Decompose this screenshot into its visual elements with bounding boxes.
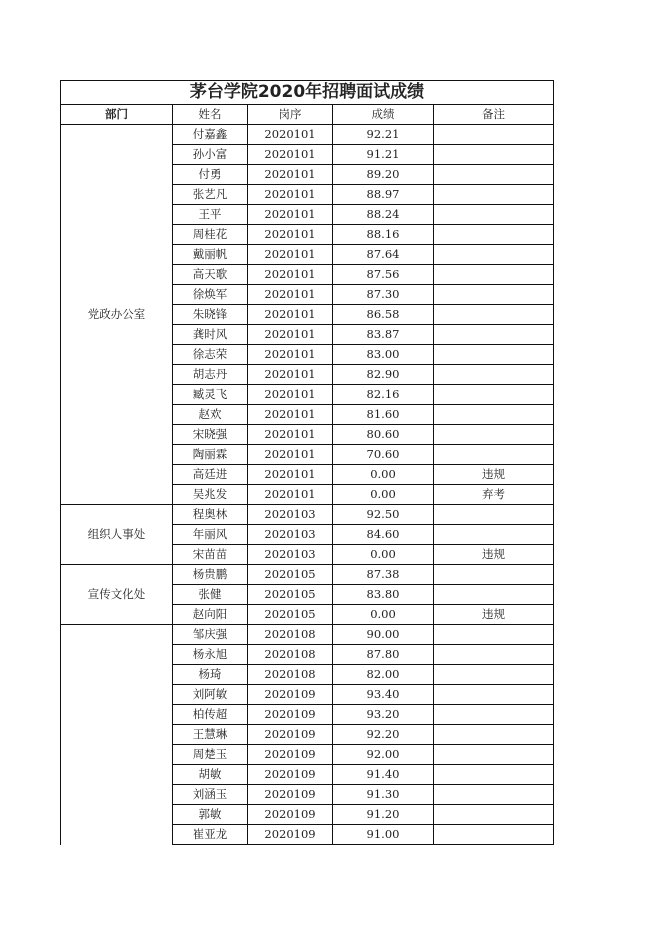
- dept-cell: 组织人事处: [61, 505, 173, 565]
- post-cell: 2020109: [248, 705, 333, 725]
- score-cell: 90.00: [333, 625, 434, 645]
- remark-cell: [434, 565, 554, 585]
- name-cell: 臧灵飞: [173, 385, 248, 405]
- post-cell: 2020103: [248, 505, 333, 525]
- post-cell: 2020101: [248, 305, 333, 325]
- name-cell: 付嘉鑫: [173, 125, 248, 145]
- name-cell: 胡敏: [173, 765, 248, 785]
- name-cell: 宋晓强: [173, 425, 248, 445]
- score-cell: 84.60: [333, 525, 434, 545]
- interview-score-table: [60, 80, 554, 845]
- name-cell: 刘阿敏: [173, 685, 248, 705]
- score-cell: 89.20: [333, 165, 434, 185]
- name-cell: 孙小富: [173, 145, 248, 165]
- score-cell: 0.00: [333, 465, 434, 485]
- score-cell: 82.16: [333, 385, 434, 405]
- post-cell: 2020108: [248, 665, 333, 685]
- remark-cell: [434, 305, 554, 325]
- name-cell: 刘涵玉: [173, 785, 248, 805]
- name-cell: 吴兆发: [173, 485, 248, 505]
- remark-cell: [434, 365, 554, 385]
- name-cell: 邹庆强: [173, 625, 248, 645]
- post-cell: 2020101: [248, 345, 333, 365]
- post-cell: 2020101: [248, 425, 333, 445]
- remark-cell: [434, 165, 554, 185]
- remark-cell: [434, 505, 554, 525]
- name-cell: 王平: [173, 205, 248, 225]
- score-cell: 0.00: [333, 545, 434, 565]
- remark-cell: [434, 225, 554, 245]
- score-cell: 0.00: [333, 485, 434, 505]
- name-cell: 周桂花: [173, 225, 248, 245]
- post-cell: 2020108: [248, 625, 333, 645]
- score-cell: 0.00: [333, 605, 434, 625]
- remark-cell: [434, 385, 554, 405]
- score-cell: 92.20: [333, 725, 434, 745]
- remark-cell: 违规: [434, 465, 554, 485]
- score-cell: 82.00: [333, 665, 434, 685]
- remark-cell: [434, 325, 554, 345]
- dept-cell: 宣传文化处: [61, 565, 173, 625]
- score-cell: 83.80: [333, 585, 434, 605]
- score-cell: 82.90: [333, 365, 434, 385]
- remark-cell: [434, 285, 554, 305]
- remark-cell: [434, 805, 554, 825]
- post-cell: 2020101: [248, 465, 333, 485]
- name-cell: 高天歌: [173, 265, 248, 285]
- post-cell: 2020109: [248, 725, 333, 745]
- table-title: 茅台学院2020年招聘面试成绩: [61, 81, 554, 105]
- score-cell: 92.00: [333, 745, 434, 765]
- remark-cell: [434, 445, 554, 465]
- post-cell: 2020109: [248, 825, 333, 845]
- name-cell: 年丽风: [173, 525, 248, 545]
- name-cell: 张艺凡: [173, 185, 248, 205]
- name-cell: 杨琦: [173, 665, 248, 685]
- score-cell: 87.30: [333, 285, 434, 305]
- name-cell: 张健: [173, 585, 248, 605]
- header-row: [61, 105, 554, 125]
- post-cell: 2020109: [248, 685, 333, 705]
- remark-cell: [434, 825, 554, 845]
- name-cell: 程奥林: [173, 505, 248, 525]
- post-cell: 2020101: [248, 245, 333, 265]
- table-row: [61, 125, 554, 145]
- remark-cell: 违规: [434, 545, 554, 565]
- remark-cell: [434, 205, 554, 225]
- remark-cell: [434, 345, 554, 365]
- score-cell: 91.20: [333, 805, 434, 825]
- header-post: 岗序: [248, 105, 333, 125]
- post-cell: 2020101: [248, 445, 333, 465]
- name-cell: 王慧琳: [173, 725, 248, 745]
- name-cell: 宋苗苗: [173, 545, 248, 565]
- post-cell: 2020101: [248, 225, 333, 245]
- score-cell: 87.38: [333, 565, 434, 585]
- score-cell: 88.24: [333, 205, 434, 225]
- score-cell: 88.97: [333, 185, 434, 205]
- post-cell: 2020109: [248, 765, 333, 785]
- name-cell: 胡志丹: [173, 365, 248, 385]
- name-cell: 龚时风: [173, 325, 248, 345]
- name-cell: 柏传超: [173, 705, 248, 725]
- score-cell: 93.40: [333, 685, 434, 705]
- remark-cell: [434, 525, 554, 545]
- name-cell: 戴丽帆: [173, 245, 248, 265]
- score-cell: 91.00: [333, 825, 434, 845]
- dept-cell: 党政办公室: [61, 125, 173, 505]
- remark-cell: [434, 245, 554, 265]
- remark-cell: [434, 745, 554, 765]
- header-dept: 部门: [61, 105, 173, 125]
- remark-cell: 弃考: [434, 485, 554, 505]
- header-remark: 备注: [434, 105, 554, 125]
- score-cell: 91.40: [333, 765, 434, 785]
- remark-cell: [434, 665, 554, 685]
- name-cell: 高廷进: [173, 465, 248, 485]
- post-cell: 2020103: [248, 525, 333, 545]
- post-cell: 2020101: [248, 285, 333, 305]
- post-cell: 2020101: [248, 385, 333, 405]
- remark-cell: 违规: [434, 605, 554, 625]
- post-cell: 2020101: [248, 185, 333, 205]
- remark-cell: [434, 585, 554, 605]
- remark-cell: [434, 425, 554, 445]
- name-cell: 杨永旭: [173, 645, 248, 665]
- post-cell: 2020105: [248, 565, 333, 585]
- remark-cell: [434, 265, 554, 285]
- remark-cell: [434, 125, 554, 145]
- remark-cell: [434, 405, 554, 425]
- post-cell: 2020109: [248, 785, 333, 805]
- name-cell: 周楚玉: [173, 745, 248, 765]
- table-row: [61, 505, 554, 525]
- post-cell: 2020105: [248, 585, 333, 605]
- post-cell: 2020101: [248, 265, 333, 285]
- remark-cell: [434, 765, 554, 785]
- name-cell: 崔亚龙: [173, 825, 248, 845]
- post-cell: 2020108: [248, 645, 333, 665]
- header-score: 成绩: [333, 105, 434, 125]
- name-cell: 杨贵鹏: [173, 565, 248, 585]
- post-cell: 2020101: [248, 165, 333, 185]
- score-cell: 83.00: [333, 345, 434, 365]
- name-cell: 付勇: [173, 165, 248, 185]
- score-cell: 80.60: [333, 425, 434, 445]
- score-cell: 83.87: [333, 325, 434, 345]
- header-name: 姓名: [173, 105, 248, 125]
- score-cell: 87.56: [333, 265, 434, 285]
- name-cell: 赵欢: [173, 405, 248, 425]
- name-cell: 徐焕军: [173, 285, 248, 305]
- post-cell: 2020109: [248, 745, 333, 765]
- name-cell: 陶丽霖: [173, 445, 248, 465]
- post-cell: 2020105: [248, 605, 333, 625]
- post-cell: 2020101: [248, 365, 333, 385]
- name-cell: 赵向阳: [173, 605, 248, 625]
- remark-cell: [434, 725, 554, 745]
- name-cell: 朱晓锋: [173, 305, 248, 325]
- post-cell: 2020101: [248, 145, 333, 165]
- score-cell: 87.64: [333, 245, 434, 265]
- name-cell: 郭敏: [173, 805, 248, 825]
- score-cell: 92.21: [333, 125, 434, 145]
- remark-cell: [434, 685, 554, 705]
- score-cell: 91.30: [333, 785, 434, 805]
- dept-cell: [61, 625, 173, 845]
- remark-cell: [434, 145, 554, 165]
- post-cell: 2020101: [248, 205, 333, 225]
- remark-cell: [434, 785, 554, 805]
- score-cell: 70.60: [333, 445, 434, 465]
- remark-cell: [434, 705, 554, 725]
- score-cell: 93.20: [333, 705, 434, 725]
- post-cell: 2020101: [248, 125, 333, 145]
- table-row: [61, 625, 554, 645]
- score-cell: 92.50: [333, 505, 434, 525]
- remark-cell: [434, 185, 554, 205]
- remark-cell: [434, 625, 554, 645]
- table-row: [61, 565, 554, 585]
- name-cell: 徐志荣: [173, 345, 248, 365]
- post-cell: 2020101: [248, 325, 333, 345]
- score-cell: 86.58: [333, 305, 434, 325]
- post-cell: 2020101: [248, 405, 333, 425]
- score-cell: 81.60: [333, 405, 434, 425]
- post-cell: 2020109: [248, 805, 333, 825]
- remark-cell: [434, 645, 554, 665]
- post-cell: 2020101: [248, 485, 333, 505]
- score-cell: 87.80: [333, 645, 434, 665]
- post-cell: 2020103: [248, 545, 333, 565]
- score-cell: 88.16: [333, 225, 434, 245]
- score-cell: 91.21: [333, 145, 434, 165]
